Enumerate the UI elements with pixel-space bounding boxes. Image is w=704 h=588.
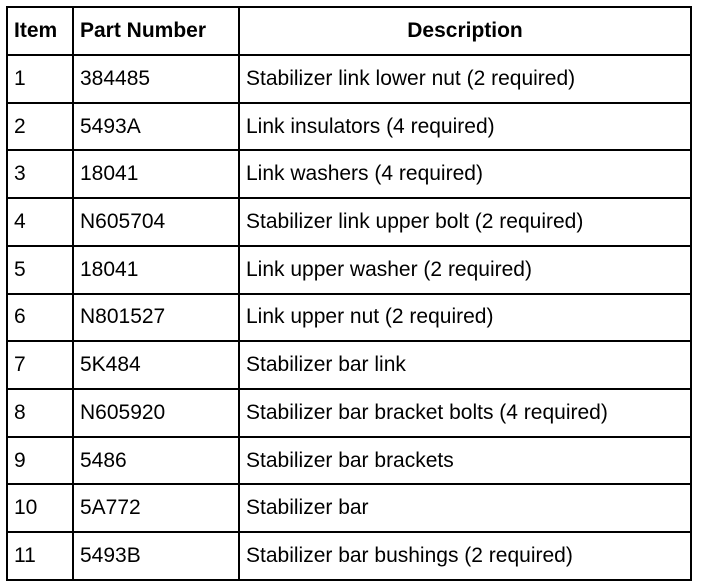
part-number-column-header: Part Number <box>73 7 239 55</box>
item-cell: 8 <box>7 389 73 437</box>
part-number-cell: 5493B <box>73 532 239 580</box>
description-cell: Stabilizer link lower nut (2 required) <box>239 55 691 103</box>
part-number-cell: N605704 <box>73 198 239 246</box>
description-cell: Link washers (4 required) <box>239 150 691 198</box>
part-number-cell: N605920 <box>73 389 239 437</box>
table-row <box>7 103 691 151</box>
part-number-cell: 5A772 <box>73 484 239 532</box>
item-cell: 6 <box>7 294 73 342</box>
part-number-cell: 18041 <box>73 150 239 198</box>
part-number-cell: N801527 <box>73 294 239 342</box>
item-cell: 3 <box>7 150 73 198</box>
table-row <box>7 484 691 532</box>
description-cell: Stabilizer bar bushings (2 required) <box>239 532 691 580</box>
item-cell: 2 <box>7 103 73 151</box>
table-row <box>7 150 691 198</box>
description-cell: Link upper nut (2 required) <box>239 294 691 342</box>
description-cell: Stabilizer bar link <box>239 341 691 389</box>
table-row <box>7 246 691 294</box>
table-row <box>7 437 691 485</box>
item-cell: 4 <box>7 198 73 246</box>
item-cell: 5 <box>7 246 73 294</box>
table-row <box>7 389 691 437</box>
description-cell: Stabilizer link upper bolt (2 required) <box>239 198 691 246</box>
part-number-cell: 18041 <box>73 246 239 294</box>
description-column-header: Description <box>239 7 691 55</box>
item-cell: 1 <box>7 55 73 103</box>
part-number-cell: 5K484 <box>73 341 239 389</box>
description-cell: Stabilizer bar bracket bolts (4 required) <box>239 389 691 437</box>
description-cell: Stabilizer bar brackets <box>239 437 691 485</box>
part-number-cell: 5493A <box>73 103 239 151</box>
description-cell: Stabilizer bar <box>239 484 691 532</box>
table-row <box>7 341 691 389</box>
item-cell: 11 <box>7 532 73 580</box>
part-number-cell: 5486 <box>73 437 239 485</box>
table-row <box>7 55 691 103</box>
parts-table <box>6 6 692 581</box>
table-row <box>7 294 691 342</box>
item-cell: 10 <box>7 484 73 532</box>
item-column-header: Item <box>7 7 73 55</box>
table-row <box>7 198 691 246</box>
table-row <box>7 532 691 580</box>
header-row <box>7 7 691 55</box>
part-number-cell: 384485 <box>73 55 239 103</box>
item-cell: 9 <box>7 437 73 485</box>
item-cell: 7 <box>7 341 73 389</box>
description-cell: Link insulators (4 required) <box>239 103 691 151</box>
description-cell: Link upper washer (2 required) <box>239 246 691 294</box>
